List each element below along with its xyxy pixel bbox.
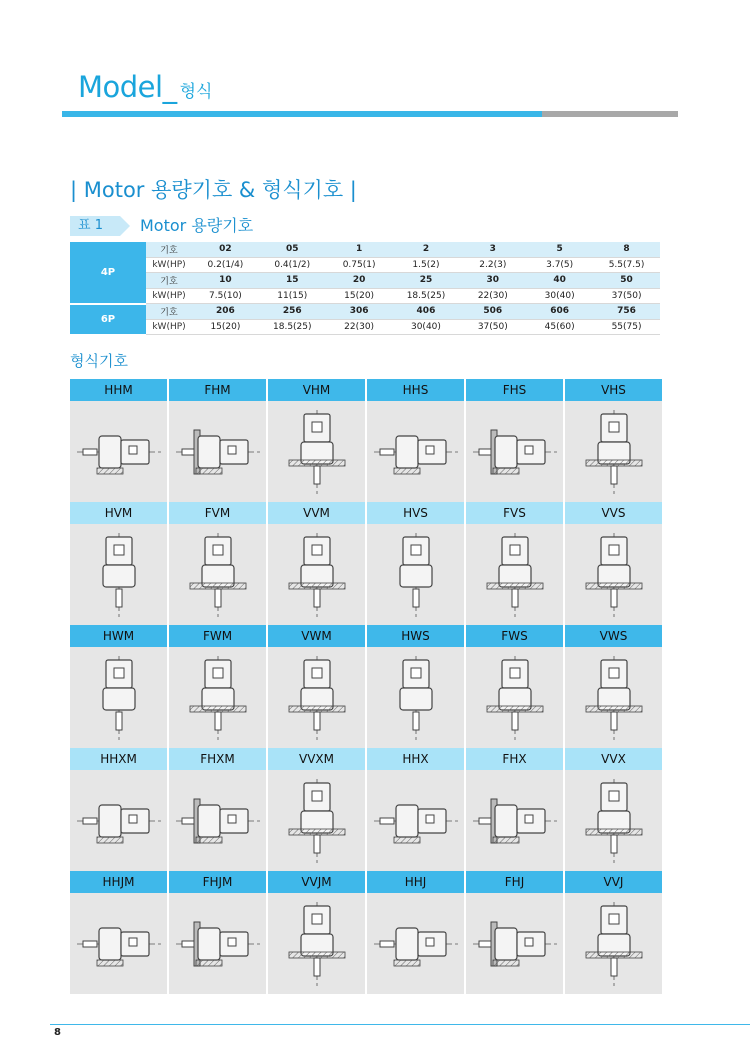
gear-motor-icon <box>469 900 561 988</box>
table-cell: 40 <box>526 273 593 289</box>
gear-motor-drawing <box>169 647 266 748</box>
table-row <box>70 273 660 289</box>
table-cell: 0.4(1/2) <box>259 257 326 273</box>
row-label: kW(HP) <box>146 257 192 273</box>
row-label: kW(HP) <box>146 319 192 335</box>
type-code-label: FHJ <box>466 871 563 893</box>
gear-motor-icon <box>568 654 660 742</box>
gear-motor-icon <box>172 408 264 496</box>
gear-motor-icon <box>172 777 264 865</box>
row-label: 기호 <box>146 273 192 289</box>
table-cell: 15(20) <box>192 319 259 335</box>
table-row <box>70 304 660 320</box>
gear-motor-drawing <box>466 524 563 625</box>
table-cell: 506 <box>459 304 526 320</box>
table-cell: 7.5(10) <box>192 288 259 304</box>
type-header-row <box>70 625 662 647</box>
table-cell: 256 <box>259 304 326 320</box>
type-code-label: HHJ <box>367 871 464 893</box>
gear-motor-icon <box>73 531 165 619</box>
page-title <box>78 70 212 104</box>
table-cell: 22(30) <box>459 288 526 304</box>
type-code-label: HVM <box>70 502 167 524</box>
type-code-label: FVS <box>466 502 563 524</box>
table-cell: 606 <box>526 304 593 320</box>
type-code-label: HHM <box>70 379 167 401</box>
gear-motor-drawing <box>268 524 365 625</box>
section-title: | Motor 용량기호 & 형식기호 | <box>70 178 357 202</box>
gear-motor-drawing <box>565 647 662 748</box>
table-tab-label: 표 1 <box>70 216 120 236</box>
gear-motor-drawing <box>70 401 167 502</box>
gear-motor-icon <box>271 531 363 619</box>
type-header-row <box>70 871 662 893</box>
gear-motor-icon <box>172 531 264 619</box>
table-row <box>70 288 660 304</box>
gear-motor-drawing <box>169 401 266 502</box>
table-cell: 0.2(1/4) <box>192 257 259 273</box>
gear-motor-drawing <box>70 524 167 625</box>
gear-motor-icon <box>271 777 363 865</box>
table-row <box>70 257 660 273</box>
gear-motor-drawing <box>70 647 167 748</box>
type-code-label: VWM <box>268 625 365 647</box>
gear-motor-drawing <box>367 647 464 748</box>
type-code-label: FHXM <box>169 748 266 770</box>
type-code-label: HHX <box>367 748 464 770</box>
type-grid <box>70 379 662 994</box>
type-image-row <box>70 770 662 871</box>
table-cell: 18.5(25) <box>259 319 326 335</box>
row-label: 기호 <box>146 304 192 320</box>
table-cell: 02 <box>192 242 259 257</box>
gear-motor-icon <box>568 777 660 865</box>
table-cell: 756 <box>593 304 660 320</box>
type-header-row <box>70 748 662 770</box>
type-code-label: VVM <box>268 502 365 524</box>
type-code-label: FHM <box>169 379 266 401</box>
type-image-row <box>70 647 662 748</box>
table-cell: 37(50) <box>459 319 526 335</box>
gear-motor-icon <box>271 654 363 742</box>
type-code-label: HHS <box>367 379 464 401</box>
table-cell: 0.75(1) <box>326 257 393 273</box>
table-cell: 30 <box>459 273 526 289</box>
gear-motor-drawing <box>565 893 662 994</box>
table-cell: 5 <box>526 242 593 257</box>
gear-motor-drawing <box>466 401 563 502</box>
gear-motor-drawing <box>268 647 365 748</box>
gear-motor-drawing <box>367 770 464 871</box>
header-bar-blue <box>62 111 542 117</box>
gear-motor-icon <box>271 408 363 496</box>
page-number: 8 <box>54 1027 61 1038</box>
table-cell: 2.2(3) <box>459 257 526 273</box>
type-code-label: HWM <box>70 625 167 647</box>
type-code-label: VHM <box>268 379 365 401</box>
gear-motor-icon <box>469 408 561 496</box>
type-code-label: FWS <box>466 625 563 647</box>
table-cell: 25 <box>393 273 460 289</box>
type-code-label: VWS <box>565 625 662 647</box>
table-cell: 30(40) <box>526 288 593 304</box>
table-cell: 05 <box>259 242 326 257</box>
table-cell: 3.7(5) <box>526 257 593 273</box>
table-cell: 45(60) <box>526 319 593 335</box>
gear-motor-icon <box>370 777 462 865</box>
gear-motor-drawing <box>367 893 464 994</box>
table-cell: 18.5(25) <box>393 288 460 304</box>
gear-motor-drawing <box>268 893 365 994</box>
gear-motor-drawing <box>70 893 167 994</box>
gear-motor-drawing <box>466 893 563 994</box>
type-code-label: HHJM <box>70 871 167 893</box>
gear-motor-icon <box>370 900 462 988</box>
gear-motor-icon <box>469 777 561 865</box>
gear-motor-icon <box>172 900 264 988</box>
table-cell: 306 <box>326 304 393 320</box>
type-code-label: VHS <box>565 379 662 401</box>
gear-motor-drawing <box>169 770 266 871</box>
gear-motor-drawing <box>268 770 365 871</box>
gear-motor-drawing <box>367 401 464 502</box>
gear-motor-icon <box>172 654 264 742</box>
gear-motor-drawing <box>169 524 266 625</box>
gear-motor-icon <box>370 654 462 742</box>
table-cell: 1 <box>326 242 393 257</box>
pole-label: 4P <box>70 242 146 304</box>
footer-line <box>50 1024 750 1025</box>
type-code-label: HVS <box>367 502 464 524</box>
gear-motor-drawing <box>367 524 464 625</box>
page-title-sub: 형식 <box>179 82 213 102</box>
gear-motor-icon <box>73 900 165 988</box>
type-code-label: FHJM <box>169 871 266 893</box>
table-cell: 3 <box>459 242 526 257</box>
type-code-label: HWS <box>367 625 464 647</box>
type-header-row <box>70 379 662 401</box>
gear-motor-drawing <box>565 524 662 625</box>
type-code-label: HHXM <box>70 748 167 770</box>
gear-motor-drawing <box>169 893 266 994</box>
type-code-label: FHX <box>466 748 563 770</box>
gear-motor-icon <box>73 777 165 865</box>
gear-motor-icon <box>271 900 363 988</box>
table-cell: 1.5(2) <box>393 257 460 273</box>
table-cell: 406 <box>393 304 460 320</box>
type-code-label: FWM <box>169 625 266 647</box>
gear-motor-icon <box>469 654 561 742</box>
gear-motor-drawing <box>466 770 563 871</box>
type-code-label: VVJ <box>565 871 662 893</box>
gear-motor-icon <box>73 408 165 496</box>
gear-motor-icon <box>568 900 660 988</box>
row-label: kW(HP) <box>146 288 192 304</box>
table-cell: 10 <box>192 273 259 289</box>
tab-arrow-icon <box>120 216 130 236</box>
type-code-label: VVX <box>565 748 662 770</box>
gear-motor-drawing <box>466 647 563 748</box>
row-label: 기호 <box>146 242 192 257</box>
gear-motor-icon <box>73 654 165 742</box>
table-row <box>70 242 660 257</box>
type-header-row <box>70 502 662 524</box>
table-cell: 15 <box>259 273 326 289</box>
table-cell: 55(75) <box>593 319 660 335</box>
table-cell: 206 <box>192 304 259 320</box>
types-title: 형식기호 <box>70 352 128 370</box>
type-image-row <box>70 401 662 502</box>
gear-motor-icon <box>370 531 462 619</box>
table-cell: 15(20) <box>326 288 393 304</box>
gear-motor-icon <box>370 408 462 496</box>
pole-label: 6P <box>70 304 146 335</box>
type-image-row <box>70 893 662 994</box>
gear-motor-drawing <box>565 770 662 871</box>
type-code-label: FHS <box>466 379 563 401</box>
table-cell: 30(40) <box>393 319 460 335</box>
table-cell: 11(15) <box>259 288 326 304</box>
table-cell: 37(50) <box>593 288 660 304</box>
page-title-main: Model_ <box>78 70 177 104</box>
table-title: Motor 용량기호 <box>140 216 254 235</box>
gear-motor-drawing <box>70 770 167 871</box>
table-cell: 20 <box>326 273 393 289</box>
gear-motor-drawing <box>565 401 662 502</box>
type-code-label: VVXM <box>268 748 365 770</box>
type-code-label: VVS <box>565 502 662 524</box>
table-cell: 2 <box>393 242 460 257</box>
gear-motor-icon <box>568 408 660 496</box>
table-cell: 5.5(7.5) <box>593 257 660 273</box>
gear-motor-icon <box>568 531 660 619</box>
type-code-label: FVM <box>169 502 266 524</box>
gear-motor-drawing <box>268 401 365 502</box>
table-cell: 8 <box>593 242 660 257</box>
header-bar-gray <box>542 111 678 117</box>
type-image-row <box>70 524 662 625</box>
table-row <box>70 319 660 335</box>
gear-motor-icon <box>469 531 561 619</box>
table-cell: 22(30) <box>326 319 393 335</box>
motor-capacity-table <box>70 242 660 336</box>
table-cell: 50 <box>593 273 660 289</box>
type-code-label: VVJM <box>268 871 365 893</box>
